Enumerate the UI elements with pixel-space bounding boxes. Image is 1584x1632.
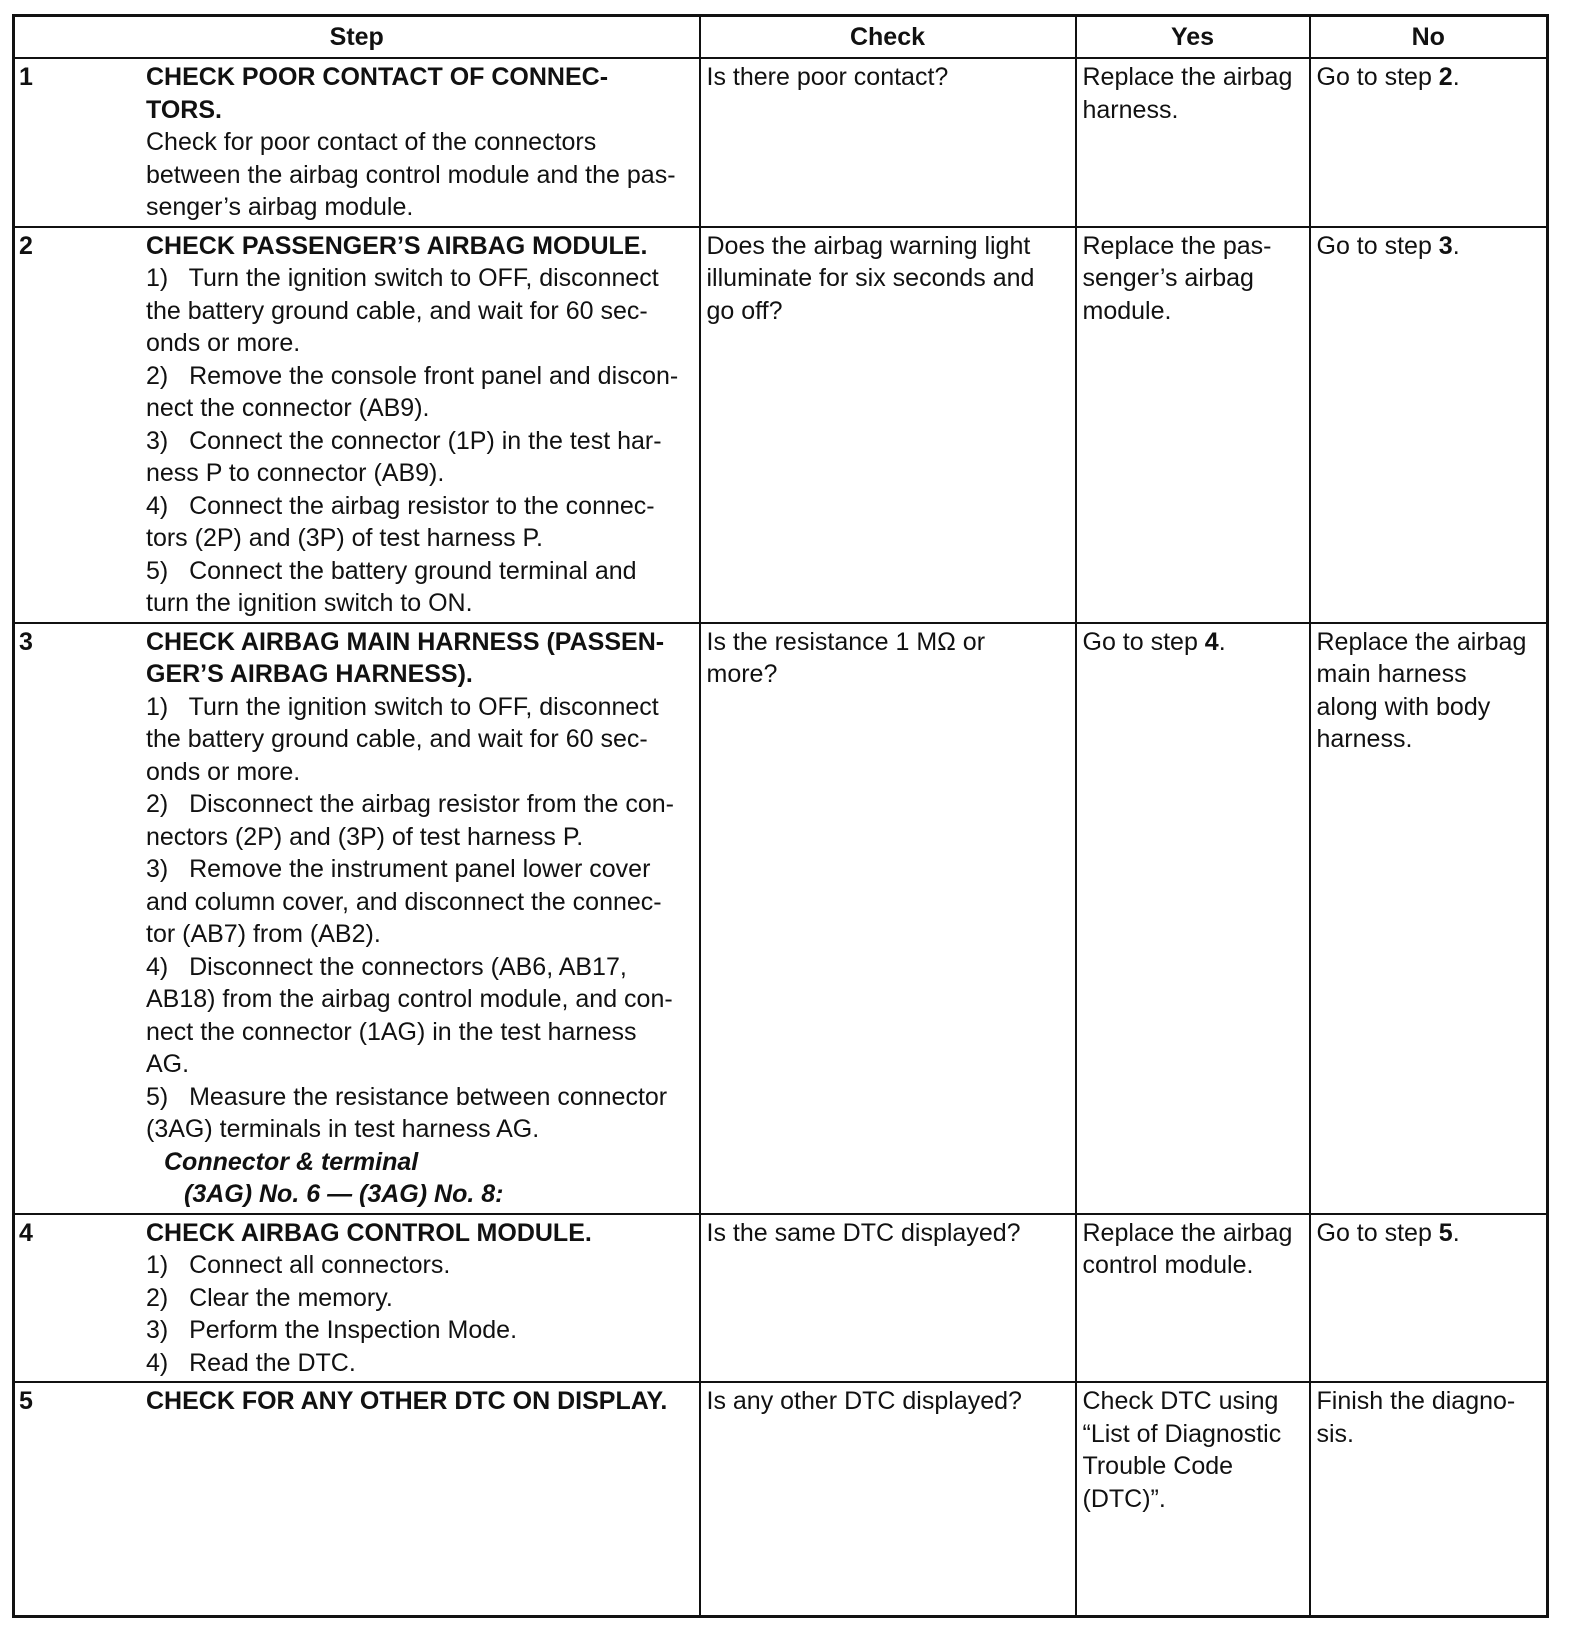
- diagnostic-table: [12, 14, 1549, 1618]
- step-title: CHECK PASSENGER’S AIRBAG MODULE.: [146, 231, 648, 260]
- check-cell: Is there poor contact?: [700, 58, 1076, 227]
- yes-cell: Replace the airbag harness.: [1076, 58, 1310, 227]
- yes-cell: Replace the pas- senger’s airbag module.: [1076, 227, 1310, 623]
- check-cell: Is the resistance 1 MΩ or more?: [700, 623, 1076, 1214]
- check-cell: Does the airbag warning light illuminate for six seconds and go off?: [700, 227, 1076, 623]
- no-cell: Finish the diagno- sis.: [1310, 1382, 1548, 1617]
- step-number: 3: [19, 627, 33, 656]
- no-cell: [1310, 227, 1548, 623]
- yes-cell: [1076, 623, 1310, 1214]
- step-cell: [14, 58, 700, 227]
- step-reference: 4: [1204, 627, 1219, 656]
- step-detail: 1) Turn the ignition switch to OFF, disconnect the battery ground cable, and wait for 60 sec- onds or more. 2) Remove the console front panel and discon- nect the connector (AB9). 3) Connect the connector (1P) in the test har- ness P to connector (AB9). 4) Connect the airbag resistor to the connec- tors (2P) and (3P) of test harness P. 5) Connect the battery ground terminal and turn the ignition switch to ON.: [146, 264, 679, 617]
- header-no: No: [1310, 16, 1548, 59]
- step-detail: 1) Connect all connectors. 2) Clear the memory. 3) Perform the Inspection Mode. 4) Read the DTC.: [146, 1251, 518, 1377]
- yes-prefix: Go to step: [1082, 627, 1205, 656]
- header-row: [14, 16, 1548, 59]
- step-number: 5: [19, 1387, 33, 1415]
- table-row: [14, 58, 1548, 227]
- step-reference: 5: [1438, 1218, 1453, 1247]
- step-title: CHECK POOR CONTACT OF CONNEC- TORS.: [146, 63, 609, 124]
- step-number: 1: [19, 63, 33, 91]
- no-prefix: Go to step: [1316, 63, 1439, 91]
- yes-cell: Check DTC using “List of Diagnostic Trouble Code (DTC)”.: [1076, 1382, 1310, 1617]
- table-row: [14, 623, 1548, 1214]
- no-cell: Replace the airbag main harness along with body harness.: [1310, 623, 1548, 1214]
- no-suffix: .: [1452, 231, 1460, 260]
- step-detail: 1) Turn the ignition switch to OFF, disconnect the battery ground cable, and wait for 60 sec- onds or more. 2) Disconnect the airbag resistor from the con- nectors (2P) and (3P) of test harness P. 3) Remove the instrument panel lower cover and column cover, and disconnect the connec- tor (AB7) from (AB2). 4) Disconnect the connectors (AB6, AB17, AB18) from the airbag control module, and con- nect the connector (1AG) in the test harness AG. 5) Measure the resistance between connector (3AG) terminals in test harness AG.: [146, 692, 675, 1143]
- step-number: 4: [19, 1218, 33, 1247]
- step-number: 2: [19, 231, 33, 260]
- no-prefix: Go to step: [1316, 231, 1439, 260]
- step-cell: [14, 623, 700, 1214]
- no-suffix: .: [1452, 1218, 1460, 1247]
- yes-cell: Replace the airbag control module.: [1076, 1214, 1310, 1383]
- no-suffix: .: [1452, 63, 1460, 91]
- header-step: Step: [14, 16, 700, 59]
- no-cell: [1310, 1214, 1548, 1383]
- table-row: [14, 227, 1548, 623]
- table-row: [14, 1214, 1548, 1383]
- step-cell: [14, 1382, 700, 1617]
- check-cell: Is the same DTC displayed?: [700, 1214, 1076, 1383]
- step-title: CHECK FOR ANY OTHER DTC ON DISPLAY.: [146, 1387, 668, 1415]
- step-detail: Check for poor contact of the connectors between the airbag control module and the pas- senger’s airbag module.: [146, 128, 676, 221]
- spec-value: (3AG) No. 6 — (3AG) No. 8:: [184, 1180, 504, 1208]
- yes-suffix: .: [1218, 627, 1226, 656]
- step-reference: 2: [1438, 63, 1453, 91]
- no-cell: [1310, 58, 1548, 227]
- step-cell: [14, 1214, 700, 1383]
- step-cell: [14, 227, 700, 623]
- step-title: CHECK AIRBAG CONTROL MODULE.: [146, 1218, 592, 1247]
- step-reference: 3: [1438, 231, 1453, 260]
- header-check: Check: [700, 16, 1076, 59]
- check-cell: Is any other DTC displayed?: [700, 1382, 1076, 1617]
- header-yes: Yes: [1076, 16, 1310, 59]
- step-title: CHECK AIRBAG MAIN HARNESS (PASSEN- GER’S AIRBAG HARNESS).: [146, 627, 665, 688]
- table-row: [14, 1382, 1548, 1617]
- no-prefix: Go to step: [1316, 1218, 1439, 1247]
- spec-label: Connector & terminal: [164, 1147, 419, 1176]
